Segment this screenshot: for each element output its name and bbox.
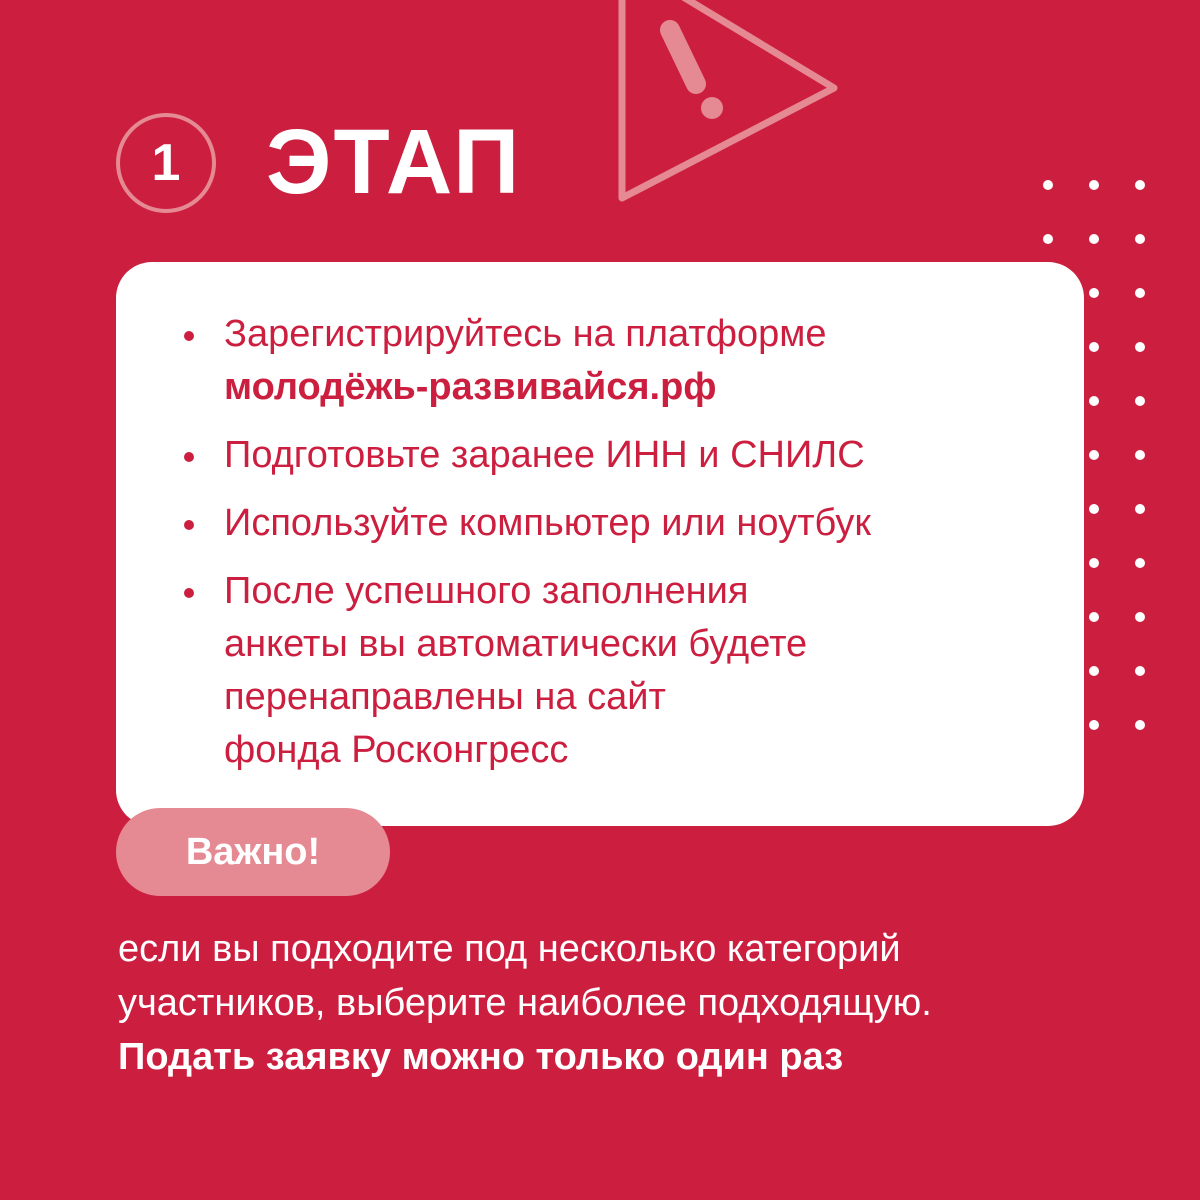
note-line: если вы подходите под несколько категорий bbox=[118, 928, 901, 970]
list-item-text: анкеты вы автоматически будете bbox=[224, 623, 808, 665]
list-item-text: перенаправлены на сайт bbox=[224, 676, 666, 718]
list-item-text: После успешного заполнения bbox=[224, 570, 749, 612]
list-item-text: фонда Росконгресс bbox=[224, 729, 569, 771]
warning-triangle-icon bbox=[600, 0, 860, 220]
instructions-list bbox=[184, 308, 1024, 777]
list-item bbox=[184, 497, 1024, 550]
note-line: участников, выберите наиболее подходящую. bbox=[118, 982, 932, 1024]
list-item-text: Используйте компьютер или ноутбук bbox=[224, 502, 872, 544]
list-item bbox=[184, 565, 1024, 777]
note-emphasis: Подать заявку можно только один раз bbox=[118, 1036, 844, 1078]
important-badge: Важно! bbox=[116, 808, 390, 896]
step-number: 1 bbox=[151, 134, 181, 192]
instructions-card bbox=[116, 262, 1084, 826]
step-title: ЭТАП bbox=[266, 111, 522, 213]
list-item bbox=[184, 429, 1024, 482]
list-item bbox=[184, 308, 1024, 414]
step-number-badge bbox=[116, 113, 216, 213]
platform-link-text: молодёжь-развивайся.рф bbox=[224, 366, 717, 408]
list-item-text: Подготовьте заранее ИНН и СНИЛС bbox=[224, 434, 865, 476]
list-item-text: Зарегистрируйтесь на платформе bbox=[224, 313, 827, 355]
important-note bbox=[118, 922, 1158, 1084]
